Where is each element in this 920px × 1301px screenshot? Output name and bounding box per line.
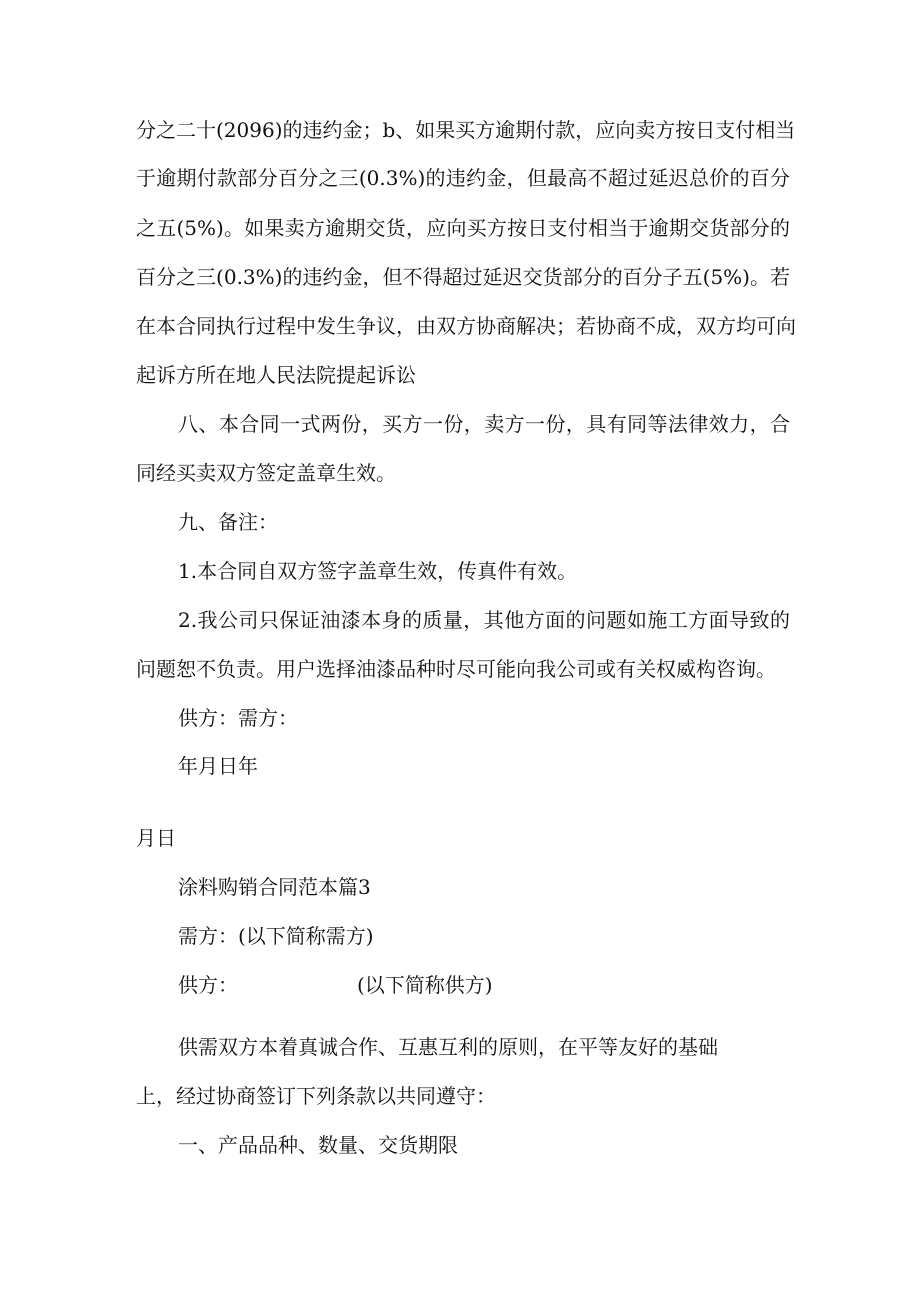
paragraph-line: 在本合同执行过程中发生争议，由双方协商解决；若协商不成，双方均可向 <box>136 314 796 338</box>
paragraph-line: 于逾期付款部分百分之三(0.3%)的违约金，但最高不超过延迟总价的百分 <box>136 166 790 190</box>
paragraph-line: 供需双方本着真诚合作、互惠互利的原则，在平等友好的基础 <box>178 1035 718 1059</box>
paragraph-line: 之五(5%)。如果卖方逾期交货，应向买方按日支付相当于逾期交货部分的 <box>136 216 790 240</box>
signature-line: 供方：需方： <box>178 706 298 730</box>
paragraph-line: 分之二十(2096)的违约金；b、如果买方逾期付款，应向卖方按日支付相当 <box>136 118 796 142</box>
paragraph-line: 八、本合同一式两份，买方一份，卖方一份，具有同等法律效力，合 <box>178 412 790 436</box>
party-line-supplier-label: 供方： <box>178 973 238 997</box>
date-line: 月日 <box>136 826 176 850</box>
paragraph-line: 百分之三(0.3%)的违约金，但不得超过延迟交货部分的百分子五(5%)。若 <box>136 265 790 289</box>
list-item: 2.我公司只保证油漆本身的质量，其他方面的问题如施工方面导致的 <box>178 608 790 632</box>
paragraph-line: 同经买卖双方签定盖章生效。 <box>136 461 396 485</box>
paragraph-line: 上，经过协商签订下列条款以共同遵守： <box>136 1084 496 1108</box>
paragraph-line: 问题恕不负责。用户选择油漆品种时尽可能向我公司或有关权威构咨询。 <box>136 657 776 681</box>
section-heading: 九、备注： <box>178 510 278 534</box>
document-title: 涂料购销合同范本篇3 <box>178 875 371 899</box>
party-line-supplier-note: (以下简称供方) <box>357 973 493 997</box>
paragraph-line: 起诉方所在地人民法院提起诉讼 <box>136 363 416 387</box>
list-item: 1.本合同自双方签字盖章生效，传真件有效。 <box>178 559 578 583</box>
party-line-demander: 需方：(以下简称需方) <box>178 924 374 948</box>
date-line: 年月日年 <box>178 754 258 778</box>
section-heading: 一、产品品种、数量、交货期限 <box>178 1133 458 1157</box>
